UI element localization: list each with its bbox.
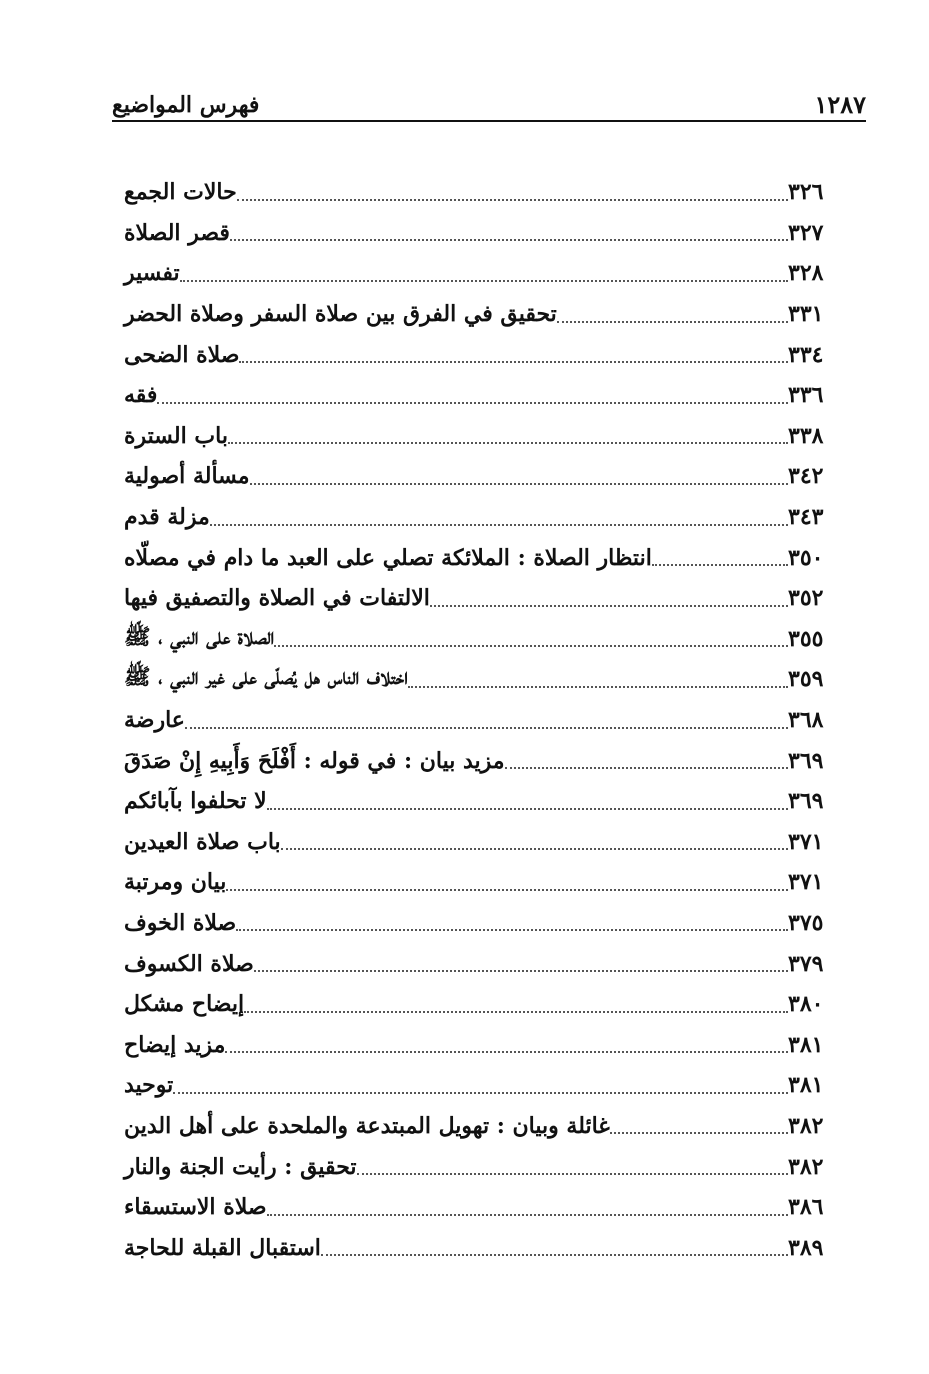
toc-entry-title: الالتفات في الصلاة والتصفيق فيها: [124, 585, 430, 612]
dot-leader: [357, 1172, 788, 1175]
toc-entry-title: عارضة: [124, 707, 185, 734]
toc-entry-page: ٣٣٨: [788, 422, 824, 449]
dot-leader: [652, 563, 788, 566]
toc-entry-title: انتظار الصلاة : الملائكة تصلي على العبد ما دام في مصلّاه: [124, 544, 652, 571]
toc-entry-page: ٣٥٥: [788, 625, 824, 652]
toc-entry: [118, 781, 842, 822]
dot-leader: [226, 888, 788, 891]
toc-entry: [118, 619, 842, 660]
toc-entry-page: ٣٨٠: [788, 991, 824, 1018]
toc-entry-title: مزيد بيان : في قوله : أَفْلَحَ وَأَبِيهِ إِنْ صَدَقَ: [124, 747, 505, 774]
toc-entry-page: ٣٧٥: [788, 909, 824, 936]
toc-entry-title: بيان ومرتبة: [124, 869, 227, 896]
page-header: [112, 86, 866, 122]
dot-leader: [157, 401, 788, 404]
toc-entry: [118, 456, 842, 497]
toc-entry-title: مزلة قدم: [124, 504, 210, 531]
toc-entry: [118, 740, 842, 781]
dot-leader: [173, 1091, 788, 1094]
toc-entry: [118, 700, 842, 741]
toc-entry: [118, 172, 842, 213]
toc-entry-title: إيضاح مشكل: [124, 991, 245, 1018]
toc-entry-title: مزيد إيضاح: [124, 1031, 226, 1058]
running-title: فهرس المواضيع: [112, 92, 260, 118]
dot-leader: [228, 441, 788, 444]
toc-entry-title: صلاة الخوف: [124, 909, 237, 936]
dot-leader: [267, 1213, 788, 1216]
toc-entry-page: ٣٣٤: [788, 341, 824, 368]
toc-entry-page: ٣٨٦: [788, 1194, 824, 1221]
toc-entry: [118, 822, 842, 863]
toc-entry-title: صلاة الكسوف: [124, 950, 254, 977]
dot-leader: [321, 1253, 788, 1256]
toc-entry-title: صلاة الضحى: [124, 341, 240, 368]
toc-entry-page: ٣٨٩: [788, 1234, 824, 1261]
toc-entry: [118, 497, 842, 538]
dot-leader: [244, 1010, 788, 1013]
dot-leader: [180, 279, 788, 282]
dot-leader: [236, 928, 788, 931]
toc-entry-page: ٣٦٨: [788, 707, 824, 734]
dot-leader: [408, 685, 788, 688]
toc-entry-title: تفسير: [124, 260, 180, 287]
toc-entry: [118, 943, 842, 984]
toc-entry: [118, 537, 842, 578]
dot-leader: [274, 644, 788, 647]
toc-entry-title: فقه: [124, 382, 158, 409]
page-number: ١٢٨٧: [814, 90, 866, 119]
dot-leader: [239, 360, 788, 363]
toc-entry-page: ٣٥٩: [788, 666, 824, 693]
dot-leader: [250, 482, 788, 485]
toc-entry-page: ٣٦٩: [788, 747, 824, 774]
toc-entry-title: لا تحلفوا بآبائكم: [124, 788, 267, 815]
toc-entry-title: قصر الصلاة: [124, 219, 230, 246]
toc-entry: [118, 1065, 842, 1106]
toc-entry-page: ٣٧١: [788, 869, 824, 896]
header-rule: [112, 120, 866, 122]
dot-leader: [557, 320, 788, 323]
toc-entry-title: مسألة أصولية: [124, 463, 250, 490]
dot-leader: [267, 807, 788, 810]
dot-leader: [185, 726, 788, 729]
dot-leader: [237, 198, 788, 201]
toc-entry-title: تحقيق في الفرق بين صلاة السفر وصلاة الحضر: [124, 301, 557, 328]
toc-entry-page: ٣٤٣: [788, 504, 824, 531]
toc-entry: [118, 416, 842, 457]
toc-entry-page: ٣٢٦: [788, 179, 824, 206]
toc-entry-title: باب صلاة العيدين: [124, 828, 281, 855]
toc-entry: [118, 294, 842, 335]
toc-entry-page: ٣٨١: [788, 1031, 824, 1058]
dot-leader: [225, 1050, 788, 1053]
dot-leader: [610, 1131, 788, 1134]
dot-leader: [210, 523, 788, 526]
toc-entry: [118, 1146, 842, 1187]
dot-leader: [281, 847, 788, 850]
toc-entry-title: باب السترة: [124, 422, 228, 449]
toc-entry-page: ٣٦٩: [788, 788, 824, 815]
toc-entry-page: ٣٥٠: [788, 544, 824, 571]
toc-entry-page: ٣٤٢: [788, 463, 824, 490]
toc-entry: [118, 659, 842, 700]
toc-entry-page: ٣٢٨: [788, 260, 824, 287]
toc-entry-page: ٣٥٢: [788, 585, 824, 612]
toc-entry-title: توحيد: [124, 1072, 174, 1099]
toc-entry: [118, 578, 842, 619]
toc-entry: [118, 1024, 842, 1065]
toc-entry: [118, 253, 842, 294]
toc-entry-page: ٣٧١: [788, 828, 824, 855]
toc-entry-title: صلاة الاستسقاء: [124, 1194, 267, 1221]
toc-entry-title: استقبال القبلة للحاجة: [124, 1234, 321, 1261]
toc-entry: [118, 375, 842, 416]
toc-entry: [118, 984, 842, 1025]
toc-entry-page: ٣٨١: [788, 1072, 824, 1099]
toc-entry-title: تحقيق : رأيت الجنة والنار: [124, 1153, 357, 1180]
toc-entry-page: ٣٧٩: [788, 950, 824, 977]
toc-entry-page: ٣٨٢: [788, 1153, 824, 1180]
toc-entry: [118, 903, 842, 944]
toc-entry-page: ٣٨٢: [788, 1112, 824, 1139]
toc-entry-title: غائلة وبيان : تهويل المبتدعة والملحدة على أهل الدين: [124, 1112, 610, 1139]
toc-entry: [118, 1187, 842, 1228]
dot-leader: [430, 604, 788, 607]
table-of-contents: [118, 172, 842, 1268]
toc-entry-title: حالات الجمع: [124, 179, 237, 206]
toc-entry: [118, 213, 842, 254]
toc-entry: [118, 1227, 842, 1268]
dot-leader: [230, 238, 788, 241]
toc-entry-page: ٣٣١: [788, 301, 824, 328]
toc-entry: [118, 1106, 842, 1147]
toc-entry: [118, 862, 842, 903]
toc-entry-title: الصلاة على النبي ، ﷺ: [124, 623, 275, 650]
dot-leader: [505, 766, 788, 769]
toc-entry: [118, 334, 842, 375]
toc-entry-page: ٣٢٧: [788, 219, 824, 246]
dot-leader: [254, 969, 788, 972]
toc-entry-title: اختلاف الناس هل يُصلّى على غير النبي ، ﷺ: [124, 664, 408, 691]
toc-entry-page: ٣٣٦: [788, 382, 824, 409]
